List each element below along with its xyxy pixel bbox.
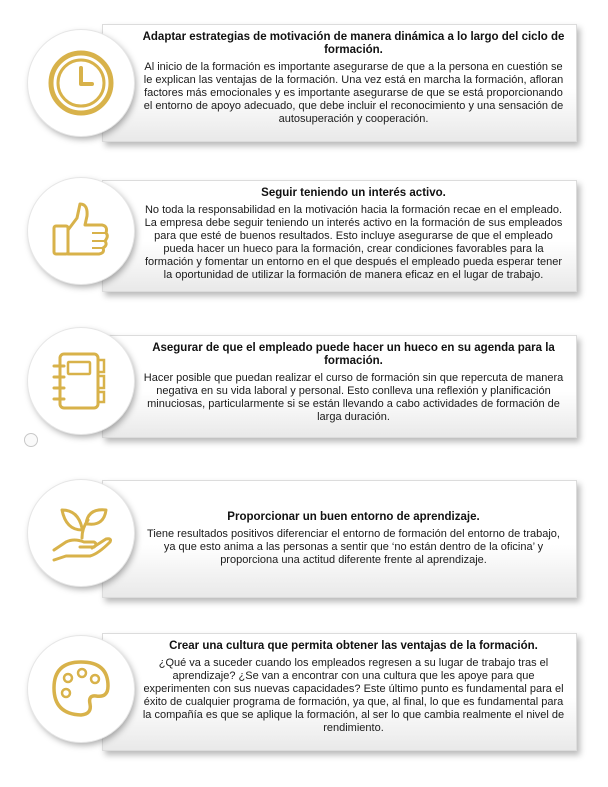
section-title: Crear una cultura que permita obtener las ventajas de la formación.: [169, 640, 538, 652]
plant-in-hand-icon: [46, 498, 116, 568]
icon-circle-2: [28, 178, 134, 284]
section-body: Hacer posible que puedan realizar el curso de formación sin que repercuta de manera negativa en su vida laboral y personal. Esto conlleva una reflexión y planificación minuciosas, particularmente si se están llevando a cabo actividades de formación de larga duración.: [143, 372, 564, 424]
icon-circle-3: [28, 328, 134, 434]
section-title: Seguir teniendo un interés activo.: [261, 187, 446, 199]
section-body: ¿Qué va a suceder cuando los empleados regresen a su lugar de trabajo tras el aprendizaje? ¿Se van a encontrar con una cultura que les apoye para que experimenten con sus nuevas capacidades? Este último punto es fundamental para el éxito de cualquier programa de formación, ya que, al final, lo que es fundamental para la compañía es que se aplique la formación, al ser lo que cambia realmente el nivel de rendimiento.: [142, 657, 565, 735]
icon-circle-5: [28, 636, 134, 742]
section-card-2: [102, 180, 577, 292]
section-body: No toda la responsabilidad en la motivación hacia la formación recae en el empleado. La empresa debe seguir teniendo un interés activo en la formación de sus empleados para que esté de buenos resultados. Esto incluye asegurarse de que el empleado pueda hacer un hueco para la formación, crear condiciones favorables para la formación y fomentar un entorno en el que después el empleado pueda esperar tener la oportunidad de utilizar la formación de manera eficaz en el lugar de trabajo.: [144, 204, 563, 282]
clock-icon: [46, 48, 116, 118]
icon-circle-4: [28, 480, 134, 586]
section-card-4: [102, 480, 577, 598]
page-marker: [24, 433, 38, 447]
section-card-1: [102, 24, 577, 142]
thumbs-up-icon: [46, 196, 116, 266]
section-title: Adaptar estrategias de motivación de manera dinámica a lo largo del ciclo de formación.: [142, 31, 565, 56]
palette-icon: [46, 654, 116, 724]
notebook-icon: [46, 346, 116, 416]
section-card-3: [102, 335, 577, 438]
section-title: Proporcionar un buen entorno de aprendizaje.: [227, 511, 480, 523]
section-title: Asegurar de que el empleado puede hacer un hueco en su agenda para la formación.: [152, 342, 555, 367]
section-body: Tiene resultados positivos diferenciar el entorno de formación del entorno de trabajo, ya que esto anima a las personas a sentir que ‘no están dentro de la oficina’ y proporciona una actitud diferente frente al aprendizaje.: [147, 528, 560, 567]
icon-circle-1: [28, 30, 134, 136]
section-card-5: [102, 633, 577, 751]
section-body: Al inicio de la formación es importante asegurarse de que a la persona en cuestión se le explican las ventajas de la formación. Una vez está en marcha la formación, afloran factores más emocionales y es importante asegurarse de que se está proporcionando el entorno de apoyo adecuado, que debe incluir el reconocimiento y una sensación de autosuperación y cooperación.: [143, 61, 564, 126]
